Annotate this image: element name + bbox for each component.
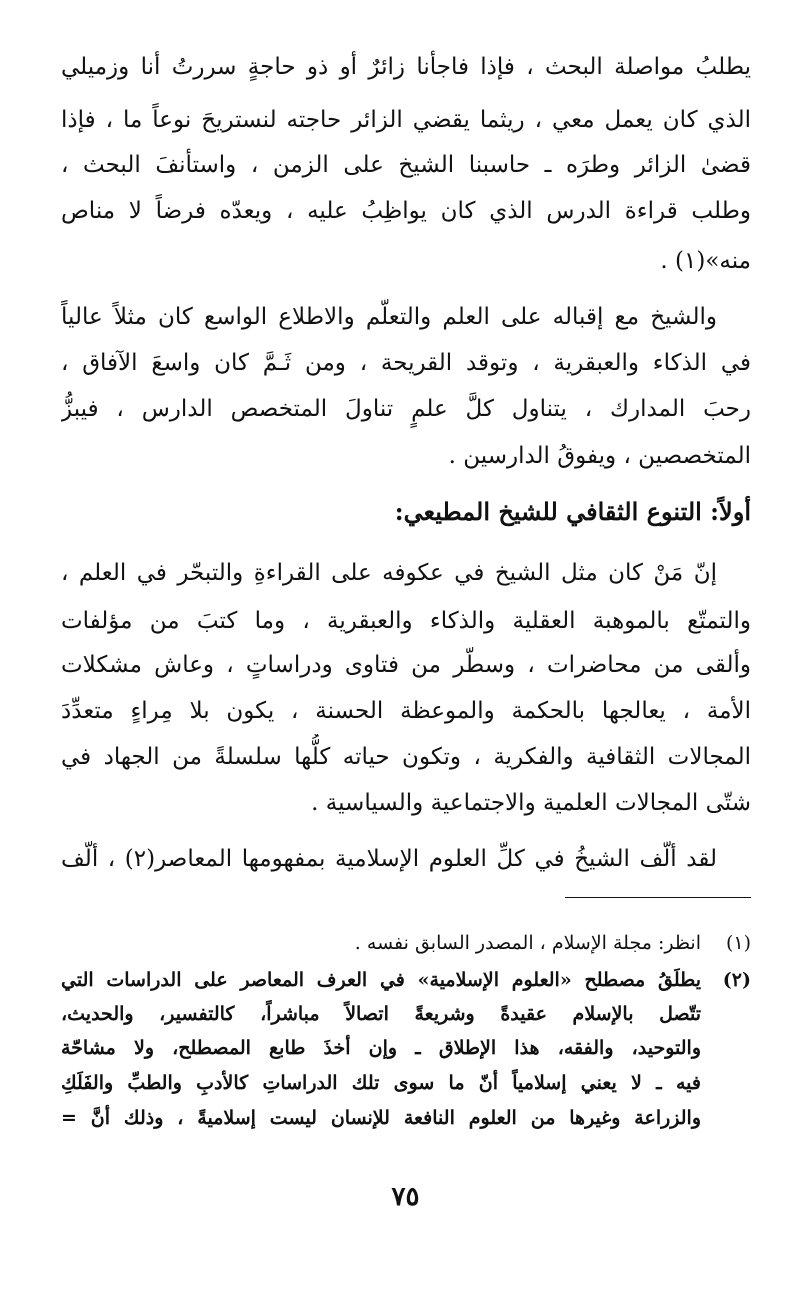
footnote-1: [61, 926, 751, 961]
footnote-number: (٢): [722, 969, 751, 991]
footnote-line: والزراعة وغيرها من العلوم النافعة للإنسان ليست إسلاميةً ، وذلك أنَّ =: [61, 1107, 701, 1129]
footnote-text: انظر: مجلة الإسلام ، المصدر السابق نفسه .: [354, 932, 701, 954]
body-line: قضىٰ الزائر وطرَه ـ حاسبنا الشيخ على الزمن ، واستأنفَ البحث ،: [61, 152, 751, 178]
footnote-2: [61, 963, 751, 998]
footnote-number: (١): [725, 932, 751, 954]
body-line: وطلب قراءة الدرس الذي كان يواظِبُ عليه ، ويعدّه فرضاً لا مناص: [61, 198, 751, 224]
body-line: والشيخ مع إقباله على العلم والتعلّم والاطلاع الواسع كان مثلاً عالياً: [61, 304, 717, 330]
body-line: الأمة ، يعالجها بالحكمة والموعظة الحسنة ، يكون بلا مِراءٍ متعدِّدَ: [61, 698, 751, 724]
body-line: يطلبُ مواصلة البحث ، فإذا فاجأنا زائرٌ أو ذو حاجةٍ سررتُ أنا وزميلي: [61, 54, 751, 80]
body-line: المجالات الثقافية والفكرية ، وتكون حياته كلُّها سلسلةً من الجهاد في: [61, 744, 751, 770]
body-line: لقد ألّف الشيخُ في كلِّ العلوم الإسلامية بمفهومها المعاصر(٢) ، ألّف: [61, 846, 717, 872]
body-line: رحبَ المدارك ، يتناول كلَّ علمٍ تناولَ المتخصص الدارس ، فيبزُّ: [61, 396, 751, 422]
body-line: إنّ مَنْ كان مثل الشيخ في عكوفه على القراءةِ والتبحّر في العلم ،: [61, 560, 717, 586]
body-line: منه»(١) .: [660, 248, 751, 274]
body-line: المتخصصين ، ويفوقُ الدارسين .: [448, 443, 751, 469]
body-line: وألقى من محاضرات ، وسطّر من فتاوى ودراساتٍ ، وعاش مشكلات: [61, 652, 751, 678]
footnote-text: يطلَقُ مصطلح «العلوم الإسلامية» في العرف المعاصر على الدراسات التي: [61, 969, 701, 991]
body-line: شتّى المجالات العلمية والاجتماعية والسياسية .: [311, 790, 751, 816]
body-line: الذي كان يعمل معي ، ريثما يقضي الزائر حاجته لنستريحَ نوعاً ما ، فإذا: [61, 107, 751, 133]
section-heading: أولاً: التنوع الثقافي للشيخ المطيعي:: [394, 497, 751, 526]
page-number: ٧٥: [391, 1182, 420, 1212]
footnote-line: والتوحيد، والفقه، هذا الإطلاق ـ وإن أخذَ طابع المصطلح، ولا مشاحّة: [61, 1037, 701, 1059]
footnote-separator: [565, 897, 751, 898]
footnote-line: فيه ـ لا يعني إسلامياً أنّ ما سوى تلك الدراساتِ كالأدبِ والطبِّ والفَلَكِ: [61, 1072, 701, 1094]
footnote-line: تتّصل بالإسلام عقيدةً وشريعةً اتصالاً مباشراً، كالتفسير، والحديث،: [61, 1003, 701, 1025]
body-line: والتمتّع بالموهبة العقلية والذكاء والعبقرية ، وما كتبَ من مؤلفات: [61, 608, 751, 634]
body-line: في الذكاء والعبقرية ، وتوقد القريحة ، ومن ثَـمَّ كان واسعَ الآفاق ،: [61, 350, 751, 376]
